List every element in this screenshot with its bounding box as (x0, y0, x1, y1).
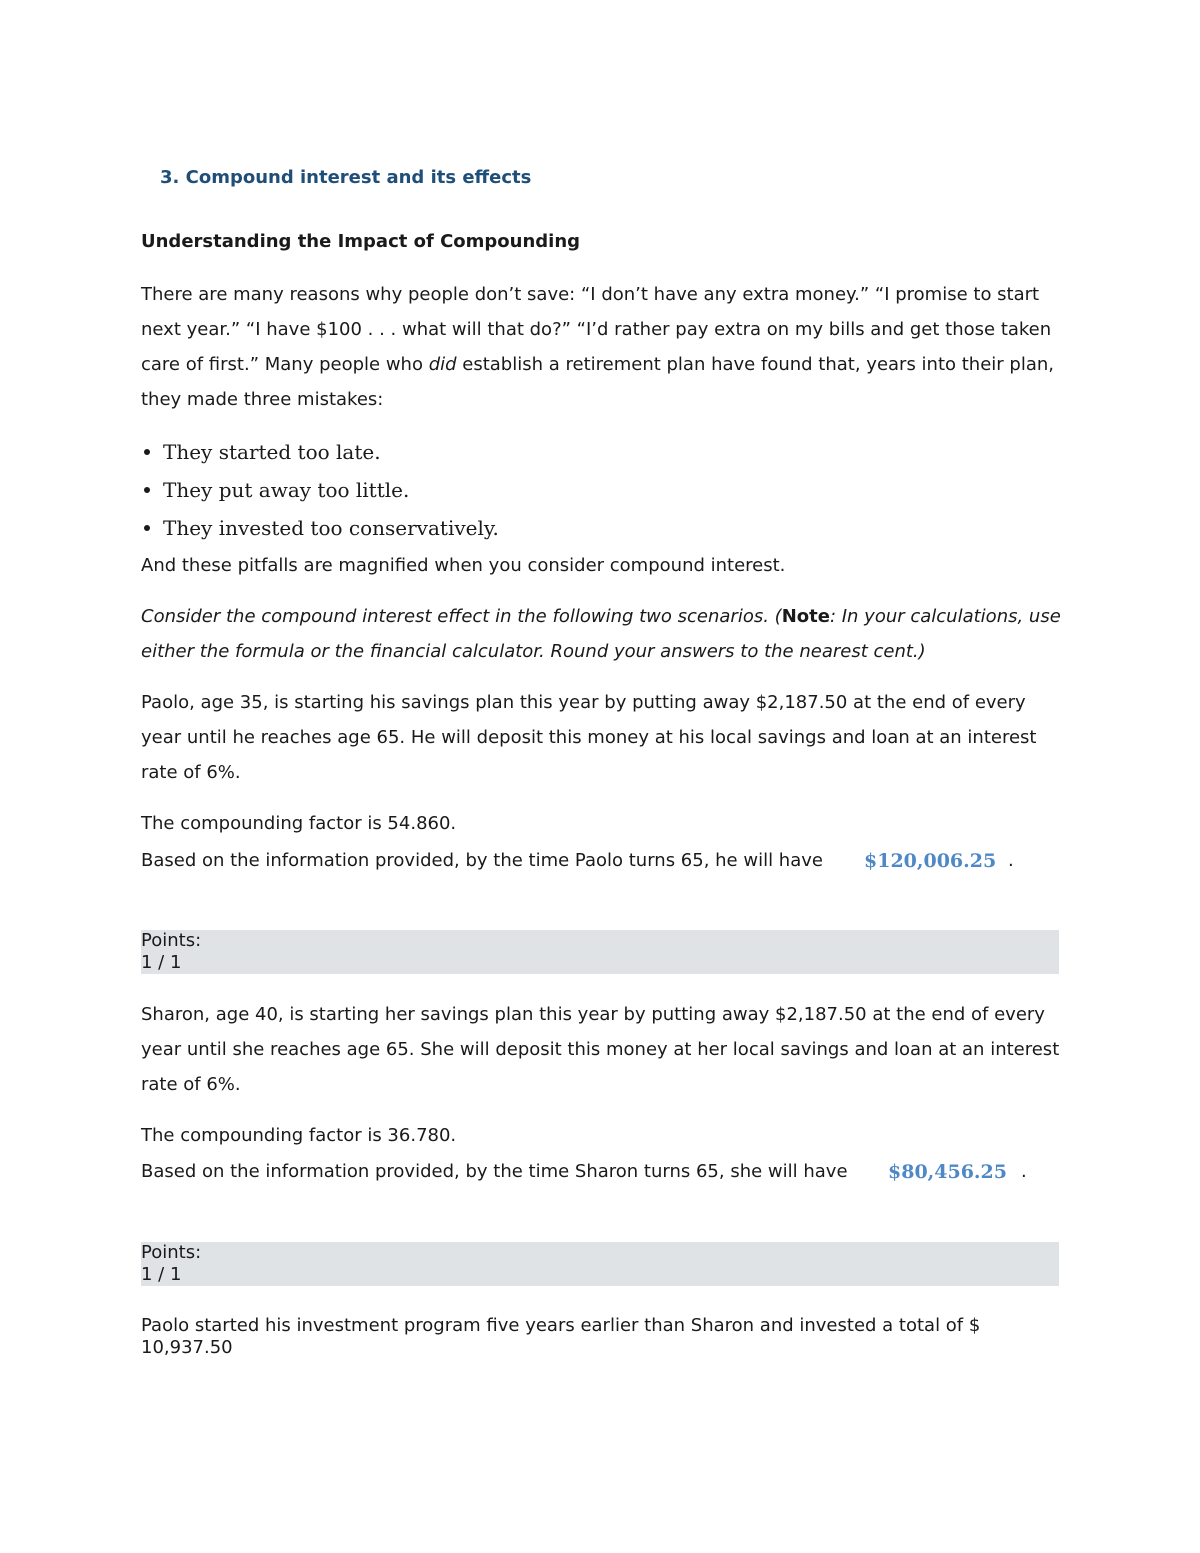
sharon-scenario: Sharon, age 40, is starting her savings plan this year by putting away $2,187.50 at the end of every year until she reaches age 65. She will deposit this money at her local savings and loan at an interest rate of 6%. (141, 1004, 1060, 1095)
sharon-answer-field[interactable]: $80,456.25 (888, 1161, 1007, 1183)
paolo-scenario: Paolo, age 35, is starting his savings plan this year by putting away $2,187.50 at the end of every year until he reaches age 65. He will deposit this money at his local savings and loan at an interest rate of 6%. (141, 692, 1037, 783)
points-box (141, 930, 1059, 974)
paolo-question: Based on the information provided, by the time Paolo turns 65, he will have (141, 850, 823, 871)
intro-italic-word: did (428, 354, 457, 375)
instruction-text-end: : In your calculations, use either the formula or the financial calculator. Round your answers to the nearest cent.) (141, 606, 1061, 662)
bullet-icon (144, 525, 150, 531)
sharon-question: Based on the information provided, by the time Sharon turns 65, she will have (141, 1161, 848, 1182)
list-item-text: They put away too little. (163, 478, 410, 502)
intro-paragraph (141, 277, 1061, 417)
list-item-text: They started too late. (163, 440, 381, 464)
points-label: Points: (141, 1242, 202, 1263)
paolo-period: . (1008, 850, 1014, 871)
sharon-factor-text: The compounding factor is 36.780. (141, 1125, 457, 1146)
instruction-paragraph (141, 599, 1061, 669)
intro-text-start: There are many reasons why people don’t save: “I don’t have any extra money.” “I promise to start next year.” “I have $100 . . . what will that do?” “I’d rather pay extra on my bills and get those taken care of first.” Many people who (141, 284, 1052, 375)
note-label: Note (781, 606, 830, 627)
list-item (141, 471, 499, 509)
list-item (141, 433, 499, 471)
intro-text-end: establish a retirement plan have found that, years into their plan, they made three mistakes: (141, 354, 1055, 410)
points-value: 1 / 1 (141, 1264, 182, 1285)
points-label: Points: (141, 930, 202, 951)
mistakes-list (141, 433, 499, 547)
subheading: Understanding the Impact of Compounding (141, 231, 581, 252)
section-title: 3. Compound interest and its effects (160, 167, 532, 188)
paolo-factor-text: The compounding factor is 54.860. (141, 813, 457, 834)
points-box (141, 1242, 1059, 1286)
list-item-text: They invested too conservatively. (163, 516, 499, 540)
final-paragraph: Paolo started his investment program five years earlier than Sharon and invested a total of $ 10,937.50 (141, 1315, 981, 1358)
sharon-period: . (1021, 1161, 1027, 1182)
points-value: 1 / 1 (141, 952, 182, 973)
pitfalls-text: And these pitfalls are magnified when you consider compound interest. (141, 555, 786, 576)
paolo-answer-field[interactable]: $120,006.25 (864, 850, 997, 872)
bullet-icon (144, 487, 150, 493)
bullet-icon (144, 449, 150, 455)
instruction-text-start: Consider the compound interest effect in the following two scenarios. ( (141, 606, 782, 627)
list-item (141, 509, 499, 547)
